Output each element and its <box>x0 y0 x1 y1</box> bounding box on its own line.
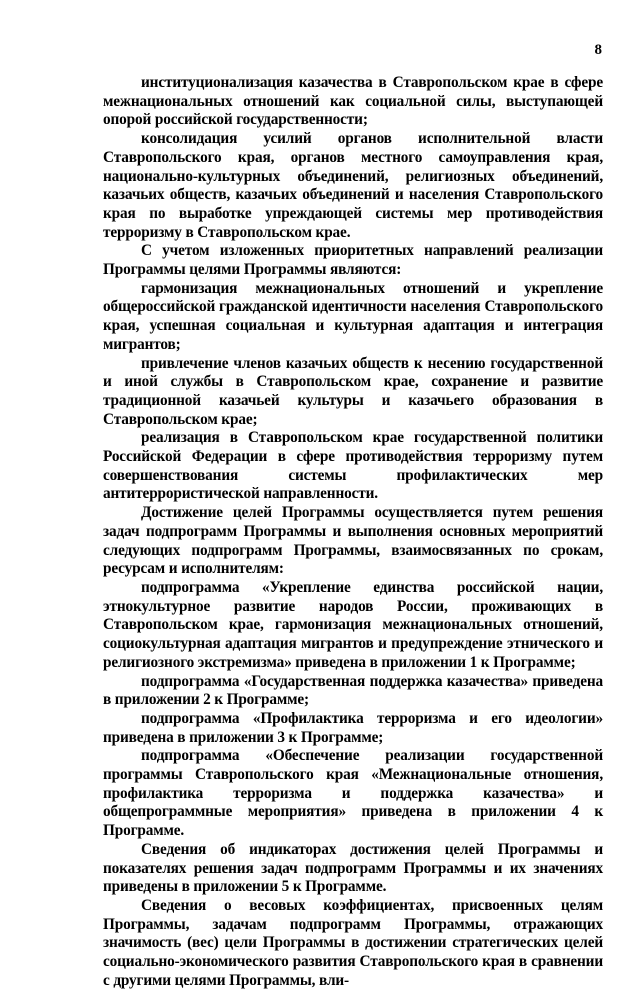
page-number: 8 <box>594 42 602 58</box>
paragraph-9: подпрограмма «Государственная поддержка казачества» приведена в приложении 2 к Программе; <box>103 672 603 709</box>
paragraph-3: С учетом изложенных приоритетных направлений реализации Программы целями Программы являются: <box>103 242 603 279</box>
paragraph-8: подпрограмма «Укрепление единства российской нации, этнокультурное развитие народов России, проживающих в Ставропольском крае, гармонизация межнациональных отношений, социокультурная адаптация мигрантов и предупреждение этнического и религиозного экстремизма» приведена в приложении 1 к Программе; <box>103 578 603 671</box>
paragraph-13: Сведения о весовых коэффициентах, присвоенных целям Программы, задачам подпрограмм Программы, отражающих значимость (вес) цели Программы в достижении стратегических целей социально-экономического развития Ставропольского края в сравнении с другими целями Программы, вли- <box>103 896 603 989</box>
paragraph-11: подпрограмма «Обеспечение реализации государственной программы Ставропольского края «Межнациональные отношения, профилактика терроризма и поддержка казачества» и общепрограммные мероприятия» приведена в приложении 4 к Программе. <box>103 747 603 840</box>
paragraph-12: Сведения об индикаторах достижения целей Программы и показателях решения задач подпрограмм Программы и их значениях приведены в приложении 5 к Программе. <box>103 840 603 896</box>
paragraph-5: привлечение членов казачьих обществ к несению государственной и иной службы в Ставропольском крае, сохранение и развитие традиционной казачьей культуры и казачьего образования в Ставропольском крае; <box>103 354 603 428</box>
paragraph-2: консолидация усилий органов исполнительной власти Ставропольского края, органов местного самоуправления края, национально-культурных объединений, религиозных объединений, казачьих обществ, казачьих объединений и населения Ставропольского края по выработке упреждающей системы мер противодействия терроризму в Ставропольском крае. <box>103 130 603 241</box>
paragraph-1: институционализация казачества в Ставропольском крае в сфере межнациональных отношений как социальной силы, выступающей опорой российской государственности; <box>103 74 603 129</box>
paragraph-6: реализация в Ставропольском крае государственной политики Российской Федерации в сфере противодействия терроризму путем совершенствования системы профилактических мер антитеррористической направленности. <box>103 429 603 503</box>
document-body <box>103 74 603 990</box>
paragraph-10: подпрограмма «Профилактика терроризма и его идеологии» приведена в приложении 3 к Программе; <box>103 709 603 746</box>
paragraph-4: гармонизация межнациональных отношений и укрепление общероссийской гражданской идентичности населения Ставропольского края, успешная социальная и культурная адаптация и интеграция мигрантов; <box>103 279 603 353</box>
paragraph-7: Достижение целей Программы осуществляется путем решения задач подпрограмм Программы и выполнения основных мероприятий следующих подпрограмм Программы, взаимосвязанных по срокам, ресурсам и исполнителям: <box>103 504 603 578</box>
